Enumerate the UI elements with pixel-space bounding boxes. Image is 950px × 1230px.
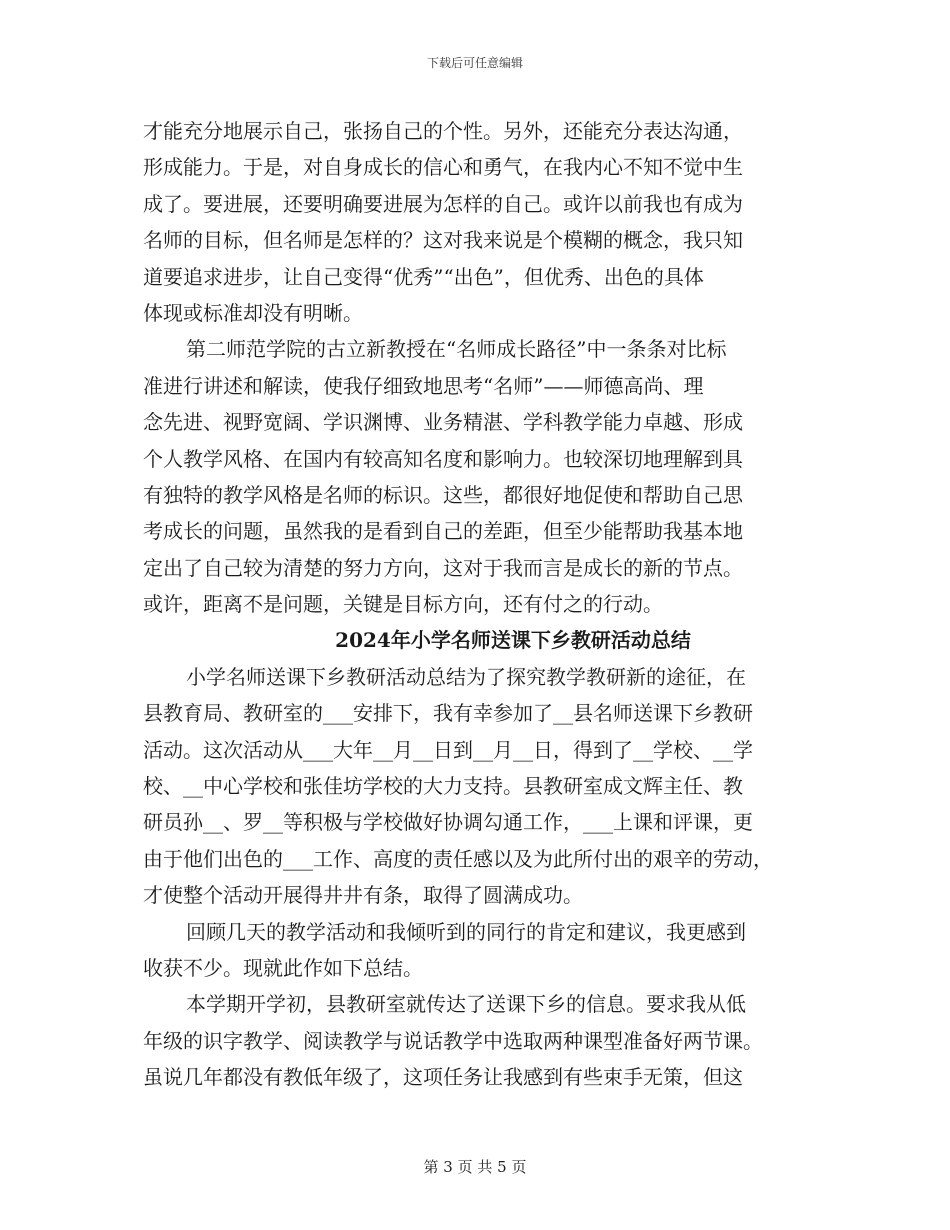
text-line: 由于他们出色的___工作、高度的责任感以及为此所付出的艰辛的劳动，	[143, 846, 773, 871]
text-line: 校、__中心学校和张佳坊学校的大力支持。县教研室成文辉主任、教	[143, 774, 743, 799]
text-line: 考成长的问题，虽然我的是看到自己的差距，但至少能帮助我基本地	[143, 519, 743, 544]
text-line: 定出了自己较为清楚的努力方向，这对于我而言是成长的新的节点。	[143, 555, 743, 580]
text-line: 年级的识字教学、阅读教学与说话教学中选取两种课型准备好两节课。	[143, 1028, 763, 1053]
text-line: 个人教学风格、在国内有较高知名度和影响力。也较深切地理解到具	[143, 446, 743, 471]
text-line: 有独特的教学风格是名师的标识。这些，都很好地促使和帮助自己思	[143, 482, 743, 507]
page-header: 下载后可任意编辑	[426, 56, 523, 70]
text-line: 名师的目标，但名师是怎样的？这对我来说是个模糊的概念，我只知	[143, 228, 743, 253]
text-line: 回顾几天的教学活动和我倾听到的同行的肯定和建议，我更感到	[186, 919, 746, 944]
text-line: 准进行讲述和解读，使我仔细致地思考“名师”——师德高尚、理	[143, 373, 704, 398]
section-title: 2024年小学名师送课下乡教研活动总结	[335, 628, 691, 653]
text-line: 体现或标准却没有明晰。	[143, 300, 363, 325]
text-line: 念先进、视野宽阔、学识渊博、业务精湛、学科教学能力卓越、形成	[143, 410, 743, 435]
text-line: 虽说几年都没有教低年级了，这项任务让我感到有些束手无策，但这	[143, 1065, 743, 1090]
text-line: 研员孙__、罗__等积极与学校做好协调勾通工作，___上课和评课，更	[143, 810, 753, 835]
text-line: 才能充分地展示自己，张扬自己的个性。另外，还能充分表达沟通，	[143, 119, 743, 143]
text-line: 收获不少。现就此作如下总结。	[143, 955, 423, 980]
text-line: 或许，距离不是问题，关键是目标方向，还有付之的行动。	[143, 592, 663, 617]
text-line: 成了。要进展，还要明确要进展为怎样的自己。或许以前我也有成为	[143, 191, 743, 216]
text-line: 第二师范学院的古立新教授在“名师成长路径”中一条条对比标	[186, 337, 727, 362]
text-line: 活动。这次活动从___大年__月__日到__月__日，得到了__学校、__学	[143, 737, 753, 762]
text-line: 县教育局、教研室的___安排下，我有幸参加了__县名师送课下乡教研	[143, 701, 753, 726]
text-line: 才使整个活动开展得井井有条，取得了圆满成功。	[143, 883, 583, 908]
text-line: 本学期开学初，县教研室就传达了送课下乡的信息。要求我从低	[186, 992, 746, 1017]
text-line: 道要追求进步，让自己变得“优秀”“出色”，但优秀、出色的具体	[143, 264, 704, 289]
document-body	[143, 113, 823, 1096]
text-line: 形成能力。于是，对自身成长的信心和勇气，在我内心不知不觉中生	[143, 155, 743, 180]
text-line: 小学名师送课下乡教研活动总结为了探究教学教研新的途征，在	[186, 664, 746, 689]
page-number: 第 3 页 共 5 页	[423, 1158, 527, 1176]
